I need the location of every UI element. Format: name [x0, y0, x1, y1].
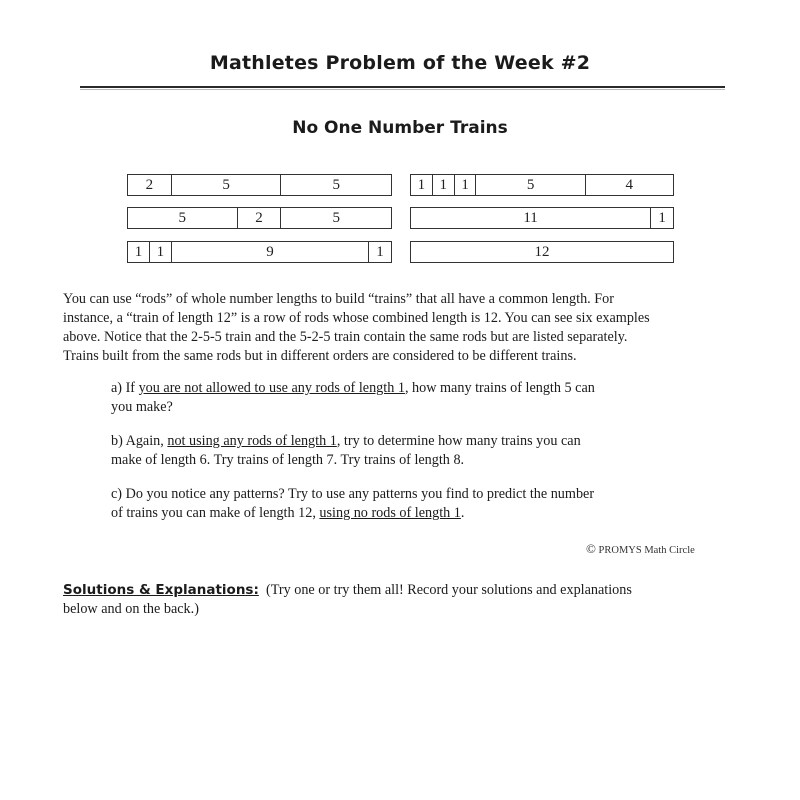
- rod: 1: [433, 175, 455, 195]
- train-2: [410, 174, 674, 196]
- rod: 2: [128, 175, 172, 195]
- rod: 12: [534, 243, 550, 260]
- intro-line: above. Notice that the 2-5-5 train and the 5-2-5 train contain the same rods but are listed separately.: [63, 329, 628, 345]
- question-b-underlined: not using any rods of length 1: [167, 433, 337, 449]
- solutions-instructions: (Try one or try them all! Record your solutions and explanations: [265, 582, 632, 598]
- rod: 2: [238, 208, 282, 228]
- rod: 5: [332, 176, 340, 193]
- title-divider-shadow: [80, 89, 725, 90]
- train-1: [127, 174, 392, 196]
- question-a-suffix: , how many trains of length 5 can: [404, 380, 595, 396]
- problem-title: No One Number Trains: [292, 118, 508, 138]
- intro-paragraph: [63, 290, 650, 366]
- rod: 4: [625, 176, 634, 193]
- question-c-prefix: of trains you can make of length 12,: [111, 505, 320, 521]
- rod: 1: [658, 209, 666, 226]
- question-c-suffix: .: [460, 505, 465, 521]
- rod: 5: [476, 175, 585, 195]
- rod: 5: [332, 209, 340, 226]
- question-b-prefix: b) Again,: [111, 433, 168, 449]
- intro-line: instance, a “train of length 12” is a row of rods whose combined length is 12. You can see six examples: [63, 310, 650, 326]
- rod: 1: [150, 242, 172, 262]
- rod: 5: [172, 175, 282, 195]
- rod: 1: [128, 242, 150, 262]
- train-5: [127, 241, 392, 263]
- question-c-line2: [111, 504, 594, 523]
- solutions-line2: below and on the back.): [63, 601, 199, 617]
- question-c-line1: c) Do you notice any patterns? Try to use any patterns you find to predict the number: [111, 486, 595, 502]
- solutions-section: [63, 581, 632, 619]
- rod: 1: [411, 175, 433, 195]
- question-c: [111, 485, 594, 523]
- rod: 1: [376, 243, 384, 260]
- question-a-underlined: you are not allowed to use any rods of length 1: [138, 380, 405, 396]
- train-6: [410, 241, 674, 263]
- copyright-notice: [586, 541, 695, 557]
- question-b-suffix: , try to determine how many trains you can: [336, 433, 581, 449]
- solutions-line1: [63, 581, 632, 600]
- solutions-heading: Solutions & Explanations:: [63, 582, 259, 598]
- intro-line: Trains built from the same rods but in different orders are considered to be different trains.: [63, 348, 577, 364]
- rod: 1: [455, 175, 477, 195]
- question-b-line1: [111, 432, 581, 451]
- question-a-prefix: a) If: [111, 380, 139, 396]
- train-4: [410, 207, 674, 229]
- question-a: [111, 379, 595, 417]
- rod: 5: [128, 208, 238, 228]
- rod: 9: [172, 242, 369, 262]
- title-divider: [80, 86, 725, 88]
- intro-line: You can use “rods” of whole number lengths to build “trains” that all have a common length. For: [63, 291, 614, 307]
- question-a-line2: you make?: [111, 399, 173, 415]
- copyright-icon: ©: [586, 541, 596, 556]
- question-c-underlined: using no rods of length 1: [319, 505, 461, 521]
- question-b: [111, 432, 581, 470]
- question-b-line2: make of length 6. Try trains of length 7. Try trains of length 8.: [111, 452, 465, 468]
- question-a-line1: [111, 379, 595, 398]
- worksheet-title: Mathletes Problem of the Week #2: [209, 52, 591, 74]
- rod: 11: [411, 208, 651, 228]
- copyright-text: PROMYS Math Circle: [598, 545, 695, 556]
- train-3: [127, 207, 392, 229]
